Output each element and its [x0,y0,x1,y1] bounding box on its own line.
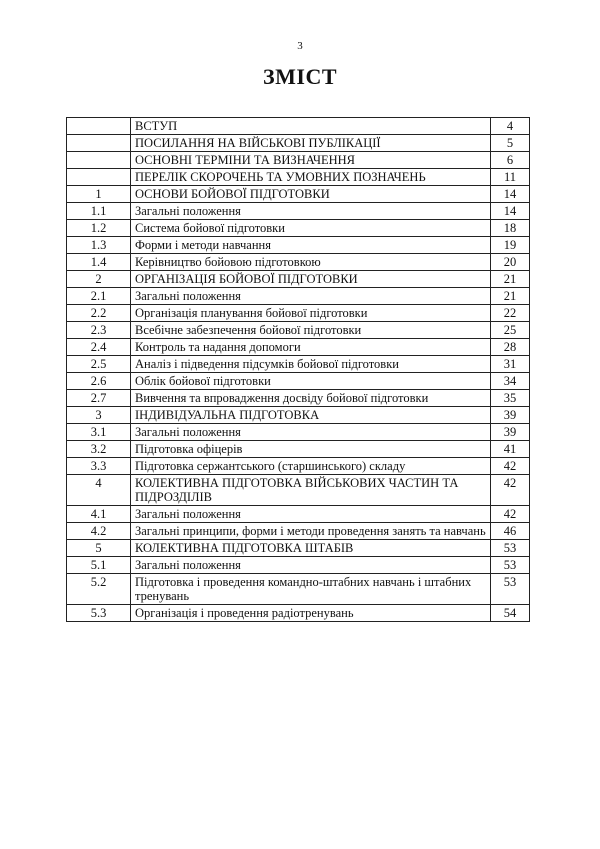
toc-row [67,506,530,523]
toc-row-number: 1.3 [67,237,131,254]
toc-row-title: Контроль та надання допомоги [131,339,491,356]
toc-row [67,186,530,203]
toc-row [67,458,530,475]
toc-table [66,117,530,622]
toc-row-page: 18 [491,220,530,237]
toc-row [67,118,530,135]
toc-row-number: 5.3 [67,605,131,622]
toc-row [67,169,530,186]
toc-row-page: 54 [491,605,530,622]
toc-row [67,390,530,407]
toc-row [67,574,530,605]
toc-row-number: 5 [67,540,131,557]
toc-row-page: 31 [491,356,530,373]
toc-row-page: 14 [491,203,530,220]
toc-row-page: 53 [491,557,530,574]
toc-row [67,424,530,441]
toc-row [67,557,530,574]
page-number: 3 [297,40,303,52]
toc-row-title: Система бойової підготовки [131,220,491,237]
toc-row-page: 5 [491,135,530,152]
toc-row-title: КОЛЕКТИВНА ПІДГОТОВКА ШТАБІВ [131,540,491,557]
toc-row-page: 25 [491,322,530,339]
toc-row [67,540,530,557]
toc-row-number: 2.4 [67,339,131,356]
toc-row-page: 14 [491,186,530,203]
toc-row-title: Загальні принципи, форми і методи проведення занять та навчань [131,523,491,540]
toc-row-number [67,118,131,135]
toc-row-page: 11 [491,169,530,186]
toc-row [67,254,530,271]
toc-row-number: 3.3 [67,458,131,475]
toc-row-number: 1.1 [67,203,131,220]
toc-row [67,339,530,356]
toc-row [67,288,530,305]
toc-row-page: 35 [491,390,530,407]
toc-row-page: 20 [491,254,530,271]
toc-row-number: 2.6 [67,373,131,390]
toc-row-number: 3.2 [67,441,131,458]
toc-row-title: ПОСИЛАННЯ НА ВІЙСЬКОВІ ПУБЛІКАЦІЇ [131,135,491,152]
toc-row-number: 2.1 [67,288,131,305]
toc-row-page: 21 [491,271,530,288]
toc-row-number: 4.1 [67,506,131,523]
toc-row-title: Організація і проведення радіотренувань [131,605,491,622]
toc-row [67,523,530,540]
toc-row-number [67,152,131,169]
toc-row-number [67,169,131,186]
toc-row [67,152,530,169]
toc-row-title: ОСНОВИ БОЙОВОЇ ПІДГОТОВКИ [131,186,491,203]
toc-row-page: 39 [491,407,530,424]
toc-row-title: Підготовка сержантського (старшинського) складу [131,458,491,475]
toc-row-title: Облік бойової підготовки [131,373,491,390]
toc-row-page: 42 [491,475,530,506]
toc-row [67,271,530,288]
toc-row-title: Підготовка офіцерів [131,441,491,458]
toc-row-page: 41 [491,441,530,458]
toc-row-title: Організація планування бойової підготовки [131,305,491,322]
toc-row-number: 4 [67,475,131,506]
toc-row-number: 2.5 [67,356,131,373]
toc-row-number: 2.2 [67,305,131,322]
toc-row-title: Загальні положення [131,203,491,220]
toc-row-title: Загальні положення [131,506,491,523]
toc-row-title: ОРГАНІЗАЦІЯ БОЙОВОЇ ПІДГОТОВКИ [131,271,491,288]
toc-row-title: ІНДИВІДУАЛЬНА ПІДГОТОВКА [131,407,491,424]
toc-row-page: 39 [491,424,530,441]
toc-row-number: 1.2 [67,220,131,237]
toc-row-page: 34 [491,373,530,390]
toc-row [67,373,530,390]
toc-row [67,356,530,373]
toc-row-page: 53 [491,574,530,605]
toc-row-number: 1 [67,186,131,203]
toc-row [67,220,530,237]
toc-row-number: 4.2 [67,523,131,540]
toc-row [67,322,530,339]
toc-row-title: Всебічне забезпечення бойової підготовки [131,322,491,339]
page-title: ЗМІСТ [263,64,337,89]
toc-row [67,441,530,458]
toc-row-title: Підготовка і проведення командно-штабних навчань і штабних тренувань [131,574,491,605]
toc-row-number: 5.1 [67,557,131,574]
toc-row-title: Аналіз і підведення підсумків бойової підготовки [131,356,491,373]
toc-row-number: 3 [67,407,131,424]
toc-row-page: 42 [491,458,530,475]
toc-row-title: ПЕРЕЛІК СКОРОЧЕНЬ ТА УМОВНИХ ПОЗНАЧЕНЬ [131,169,491,186]
toc-row-page: 21 [491,288,530,305]
toc-row-page: 6 [491,152,530,169]
toc-row [67,135,530,152]
toc-row-page: 28 [491,339,530,356]
toc-row [67,237,530,254]
toc-row-title: Загальні положення [131,288,491,305]
toc-row-page: 53 [491,540,530,557]
toc-row-title: Загальні положення [131,557,491,574]
toc-row-number: 2.3 [67,322,131,339]
toc-row-title: ВСТУП [131,118,491,135]
toc-row-title: КОЛЕКТИВНА ПІДГОТОВКА ВІЙСЬКОВИХ ЧАСТИН ТА ПІДРОЗДІЛІВ [131,475,491,506]
toc-row-page: 46 [491,523,530,540]
toc-row-number: 3.1 [67,424,131,441]
toc-row-number [67,135,131,152]
toc-row-title: ОСНОВНІ ТЕРМІНИ ТА ВИЗНАЧЕННЯ [131,152,491,169]
toc-row [67,605,530,622]
toc-row-number: 2 [67,271,131,288]
toc-row [67,305,530,322]
toc-row-number: 1.4 [67,254,131,271]
toc-row-title: Вивчення та впровадження досвіду бойової підготовки [131,390,491,407]
toc-row-page: 42 [491,506,530,523]
toc-row-page: 4 [491,118,530,135]
toc-body [67,118,530,622]
toc-row-page: 22 [491,305,530,322]
toc-row-title: Форми і методи навчання [131,237,491,254]
toc-row [67,475,530,506]
toc-row [67,203,530,220]
toc-row-page: 19 [491,237,530,254]
toc-row-number: 2.7 [67,390,131,407]
toc-row-title: Керівництво бойовою підготовкою [131,254,491,271]
toc-row-number: 5.2 [67,574,131,605]
toc-row-title: Загальні положення [131,424,491,441]
toc-row [67,407,530,424]
